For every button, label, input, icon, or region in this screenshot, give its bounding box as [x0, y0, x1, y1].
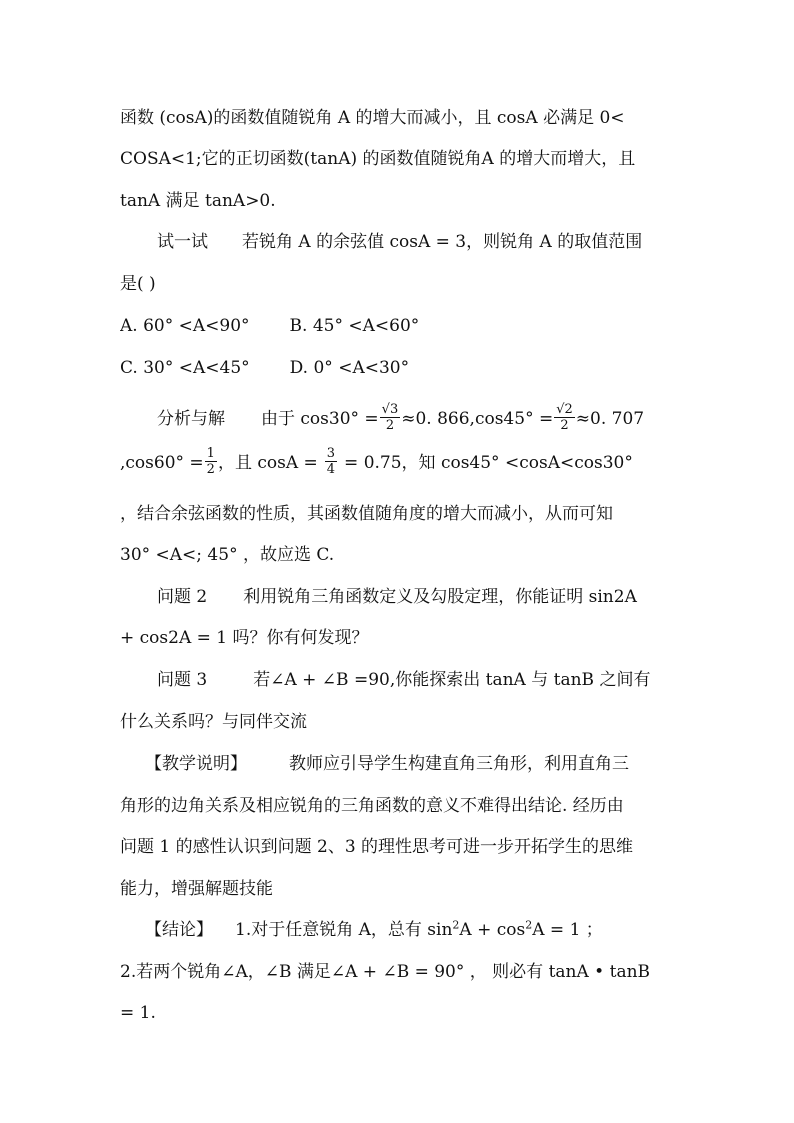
question-3-line: [157, 668, 680, 694]
teaching-line-4: 能力，增强解题技能: [120, 879, 273, 899]
fraction-denominator: 4: [326, 462, 336, 477]
conclusion-text: A + cos: [459, 920, 526, 940]
teaching-label: 【教学说明】: [145, 754, 247, 774]
conclusion-line-3: = 1.: [120, 1003, 156, 1023]
analysis-text: 由于 cos30° =: [261, 409, 379, 429]
teaching-line: [145, 752, 680, 778]
options-row-1: [120, 314, 680, 340]
question-2-text: 利用锐角三角函数定义及勾股定理，你能证明 sin2A: [243, 587, 637, 607]
analysis-text: = 0.75，知 cos45° <cosA<cos30°: [344, 453, 633, 473]
option-a: A. 60° <A<90°: [120, 316, 250, 336]
conclusion-text: 1.对于任意锐角 A，总有 sin: [235, 920, 453, 940]
paragraph-line: 函数 (cosA)的函数值随锐角 A 的增大而减小，且 cosA 必满足 0<: [120, 108, 625, 128]
option-b: B. 45° <A<60°: [289, 316, 420, 336]
fraction-numerator: 3: [326, 447, 336, 461]
fraction-sqrt3-over-2: [380, 402, 401, 433]
fraction-numerator: √3: [381, 402, 399, 417]
superscript: 2: [525, 918, 533, 932]
question-3-label: 问题 3: [157, 670, 208, 690]
paragraph-line: tanA 满足 tanA>0.: [120, 191, 276, 211]
try-label: 试一试: [157, 232, 208, 252]
analysis-line-1: [157, 402, 680, 448]
analysis-line-2: [120, 447, 680, 487]
conclusion-label: 【结论】: [145, 920, 213, 940]
teaching-line-2: 角形的边角关系及相应锐角的三角函数的意义不难得出结论. 经历由: [120, 796, 624, 816]
fraction-1-over-2: [205, 447, 217, 477]
analysis-text: ,cos60° =: [120, 453, 204, 473]
conclusion-line-2: 2.若两个锐角∠A，∠B 满足∠A + ∠B = 90° ， 则必有 tanA • tanB: [120, 962, 651, 982]
fraction-numerator: √2: [556, 402, 573, 417]
fraction-3-over-4: [325, 447, 337, 477]
conclusion-line-1: [145, 918, 680, 944]
fraction-denominator: 2: [385, 418, 395, 433]
question-3-text: 若∠A + ∠B =90,你能探索出 tanA 与 tanB 之间有: [253, 670, 651, 690]
try-line: [157, 230, 680, 256]
fraction-numerator: 1: [206, 447, 215, 461]
analysis-text: ≈0. 866,cos45° =: [401, 409, 554, 429]
fraction-denominator: 2: [560, 418, 569, 433]
teaching-text: 教师应引导学生构建直角三角形，利用直角三: [289, 754, 629, 774]
question-3-line-2: 什么关系吗？与同伴交流: [120, 712, 307, 732]
paragraph-line: COSA<1;它的正切函数(tanA) 的函数值随锐角A 的增大而增大，且: [120, 149, 636, 169]
teaching-line-3: 问题 1 的感性认识到问题 2、3 的理性思考可进一步开拓学生的思维: [120, 837, 634, 857]
fraction-sqrt2-over-2: [554, 402, 575, 433]
analysis-text: ≈0. 707: [575, 409, 645, 429]
analysis-line-4: 30° <A<; 45° ，故应选 C.: [120, 545, 335, 565]
question-2-line: [157, 585, 680, 611]
analysis-text: ，且 cosA =: [217, 453, 318, 473]
option-c: C. 30° <A<45°: [120, 358, 250, 378]
question-2-line-2: + cos2A = 1 吗？你有何发现？: [120, 628, 369, 648]
option-d: D. 0° <A<30°: [289, 358, 410, 378]
superscript: 2: [452, 918, 460, 932]
fraction-denominator: 2: [206, 462, 215, 477]
options-row-2: [120, 356, 680, 382]
analysis-label: 分析与解: [157, 409, 225, 429]
question-2-label: 问题 2: [157, 587, 208, 607]
analysis-line-3: ，结合余弦函数的性质，其函数值随角度的增大而减小，从而可知: [120, 504, 613, 524]
try-line-2: 是( ): [120, 274, 156, 294]
conclusion-text: A = 1 ；: [532, 920, 603, 940]
try-text: 若锐角 A 的余弦值 cosA = 3，则锐角 A 的取值范围: [242, 232, 643, 252]
